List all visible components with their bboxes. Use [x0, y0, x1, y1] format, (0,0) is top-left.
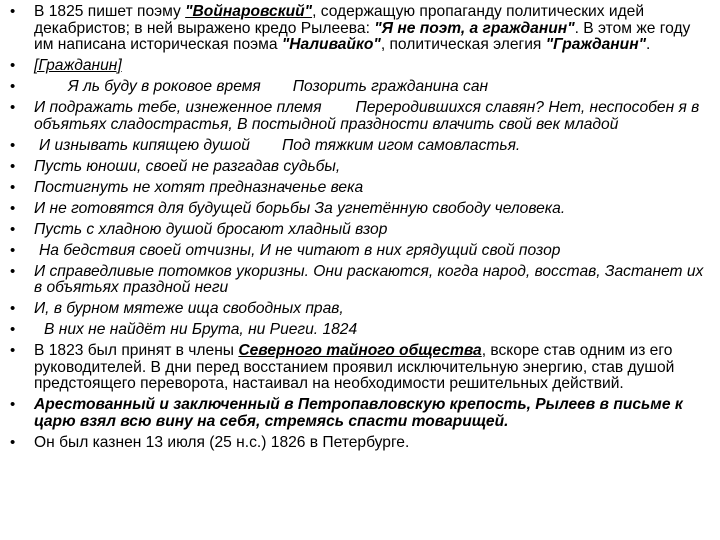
list-item	[10, 301, 712, 318]
item-text: , содержащую пропаганду политических идей декабристов; в ней выражено кредо Рылеева:	[34, 3, 645, 37]
list-item	[10, 243, 712, 260]
bullet-list	[10, 4, 712, 456]
verse-line: Я ль буду в роковое время	[68, 78, 261, 96]
bullet-icon: •	[10, 157, 16, 175]
item-text: , политическая элегия	[380, 36, 546, 54]
list-item	[10, 58, 712, 75]
list-item	[10, 343, 712, 393]
bullet-icon: •	[10, 241, 16, 259]
verse-line: На бедствия своей отчизны, И не читают в них грядущий свой позор	[39, 241, 561, 259]
verse-line: Постигнуть не хотят предназначенье века	[34, 178, 364, 196]
item-text: Он был казнен 13 июля (25 н.с.) 1826 в Петербурге.	[34, 433, 410, 451]
verse-line: И подражать тебе, изнеженное племя	[34, 99, 322, 117]
verse-line: И изнывать кипящею душой	[39, 136, 250, 154]
poem-title: "Гражданин"	[545, 36, 647, 54]
item-text: , вскоре став одним из его руководителей. В дни перед восстанием проявил исключительную энергию, став душой предстоящего переворота, настаивал на необходимости решительных действий.	[34, 342, 675, 393]
list-item	[10, 435, 712, 452]
verse-line: И не готовятся для будущей борьбы За угнетённую свободу человека.	[34, 199, 566, 217]
poem-title: "Наливайко"	[281, 36, 381, 54]
list-item	[10, 222, 712, 239]
list-item	[10, 201, 712, 218]
bullet-icon: •	[10, 99, 16, 117]
bullet-icon: •	[10, 321, 16, 339]
list-item	[10, 322, 712, 339]
poem-heading: [Гражданин]	[34, 57, 122, 75]
bullet-icon: •	[10, 136, 16, 154]
verse-line: И справедливые потомков укоризны. Они раскаются, когда народ, восстав, Застанет их в объятьях праздной неги	[34, 262, 704, 297]
item-text: .	[646, 36, 651, 54]
poem-title: "Войнаровский"	[185, 3, 313, 20]
bullet-icon: •	[10, 57, 16, 75]
verse-line: Позорить гражданина сан	[292, 78, 489, 96]
society-name: Северного тайного общества	[238, 342, 482, 360]
verse-line: Пусть юноши, своей не разгадав судьбы,	[34, 157, 341, 175]
list-item	[10, 138, 712, 155]
list-item	[10, 159, 712, 176]
bullet-icon: •	[10, 199, 16, 217]
list-item	[10, 264, 712, 297]
verse-line: Переродившихся славян? Нет, неспособен я в объятьях сладострастья, В постыдной праздности влачить свой век младой	[34, 99, 700, 133]
item-text: В 1823 был принят в члены	[34, 342, 239, 360]
bullet-icon: •	[10, 78, 16, 96]
credo-quote: "Я не поэт, а гражданин"	[374, 19, 575, 37]
verse-line: Пусть с хладною душой бросают хладный взор	[34, 220, 388, 238]
verse-line: И, в бурном мятеже ища свободных прав,	[34, 300, 344, 318]
bullet-icon: •	[10, 433, 16, 451]
bullet-icon: •	[10, 3, 16, 20]
item-text: . В этом же году им написана историческая поэма	[34, 19, 691, 54]
verse-line: В них не найдёт ни Брута, ни Риеги. 1824	[44, 321, 358, 339]
list-item	[10, 397, 712, 430]
bullet-icon: •	[10, 396, 16, 414]
list-item	[10, 100, 712, 133]
bullet-icon: •	[10, 342, 16, 360]
bullet-icon: •	[10, 220, 16, 238]
list-item	[10, 79, 712, 96]
item-text: Арестованный и заключенный в Петропавловскую крепость, Рылеев в письме к царю взял всю вину на себя, стремясь спасти товарищей.	[34, 396, 683, 430]
list-item	[10, 4, 712, 54]
item-text: В 1825 пишет поэму	[34, 3, 186, 20]
bullet-icon: •	[10, 300, 16, 318]
bullet-icon: •	[10, 178, 16, 196]
verse-line: Под тяжким игом самовластья.	[281, 136, 521, 154]
bullet-icon: •	[10, 262, 16, 280]
list-item	[10, 180, 712, 197]
